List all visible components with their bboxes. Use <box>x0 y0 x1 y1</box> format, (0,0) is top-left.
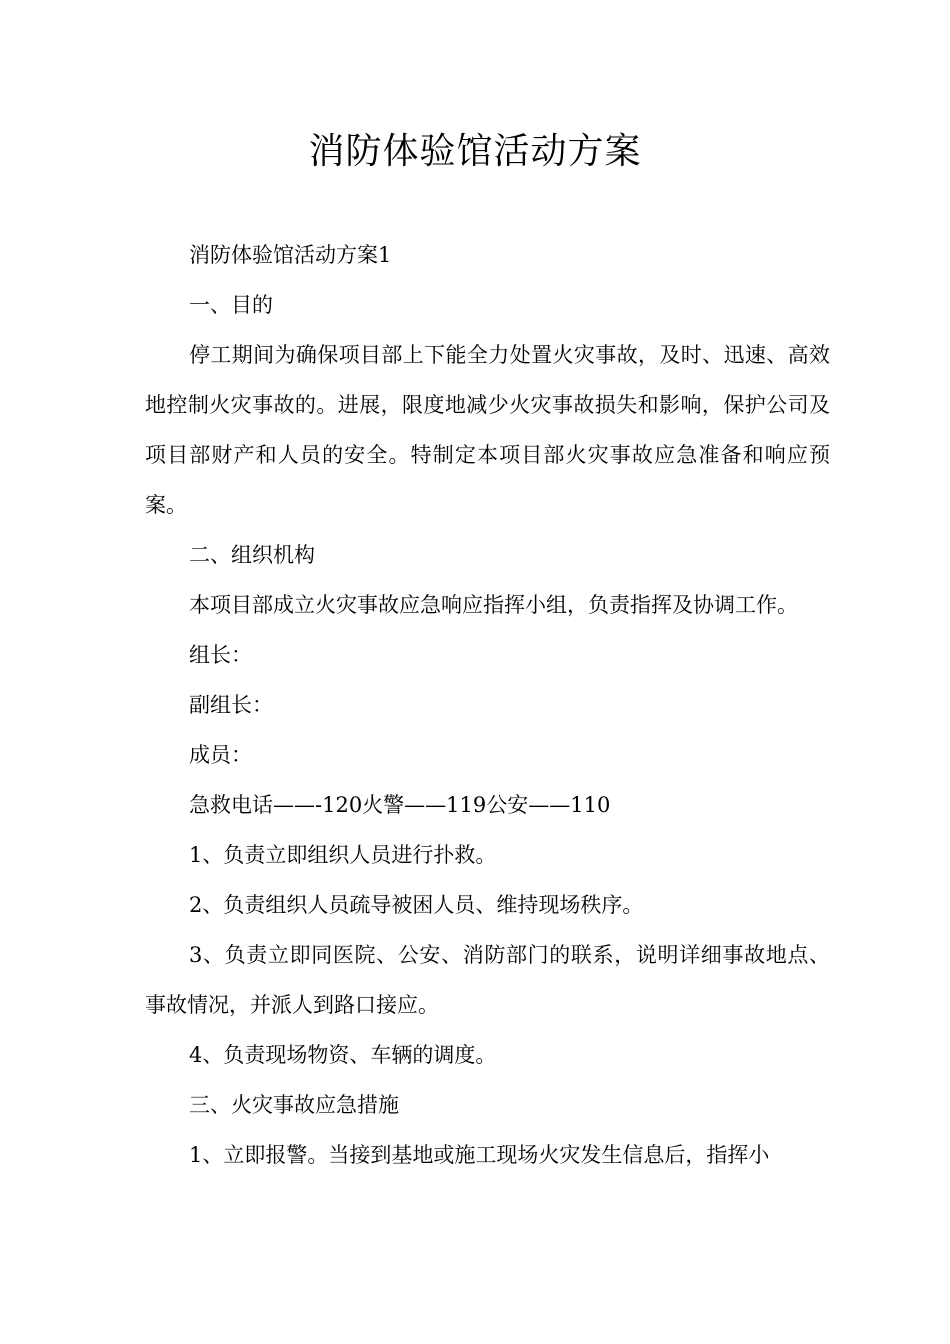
deputy-leader-line: 副组长： <box>189 693 273 717</box>
section-heading-plan-1: 消防体验馆活动方案1 <box>189 243 392 267</box>
paragraph-organization: 本项目部成立火灾事故应急响应指挥小组，负责指挥及协调工作。 <box>189 593 798 617</box>
document-title: 消防体验馆活动方案 <box>308 131 642 172</box>
paragraph-purpose: 停工期间为确保项目部上下能全力处置火灾事故，及时、迅速、高效地控制火灾事故的。进展，限度地减少火灾事故损失和影响，保护公司及项目部财产和人员的安全。特制定本项目部火灾事故应急准备和响应预案。 <box>145 343 830 517</box>
list-item-4: 4、负责现场物资、车辆的调度。 <box>189 1043 497 1067</box>
document-body <box>145 230 830 1180</box>
team-leader-line: 组长： <box>189 643 252 667</box>
members-line: 成员： <box>189 743 252 767</box>
list-item-1: 1、负责立即组织人员进行扑救。 <box>189 843 497 867</box>
section-heading-purpose: 一、目的 <box>189 293 273 317</box>
emergency-phone-line: 急救电话——-120火警——119公安——110 <box>189 793 611 817</box>
section-heading-emergency-measures: 三、火灾事故应急措施 <box>189 1093 399 1117</box>
list-item-2: 2、负责组织人员疏导被困人员、维持现场秩序。 <box>189 893 644 917</box>
list-item-3: 3、负责立即同医院、公安、消防部门的联系，说明详细事故地点、事故情况，并派人到路口接应。 <box>145 943 830 1017</box>
paragraph-measure-1: 1、立即报警。当接到基地或施工现场火灾发生信息后，指挥小 <box>189 1143 770 1167</box>
section-heading-organization: 二、组织机构 <box>189 543 315 567</box>
